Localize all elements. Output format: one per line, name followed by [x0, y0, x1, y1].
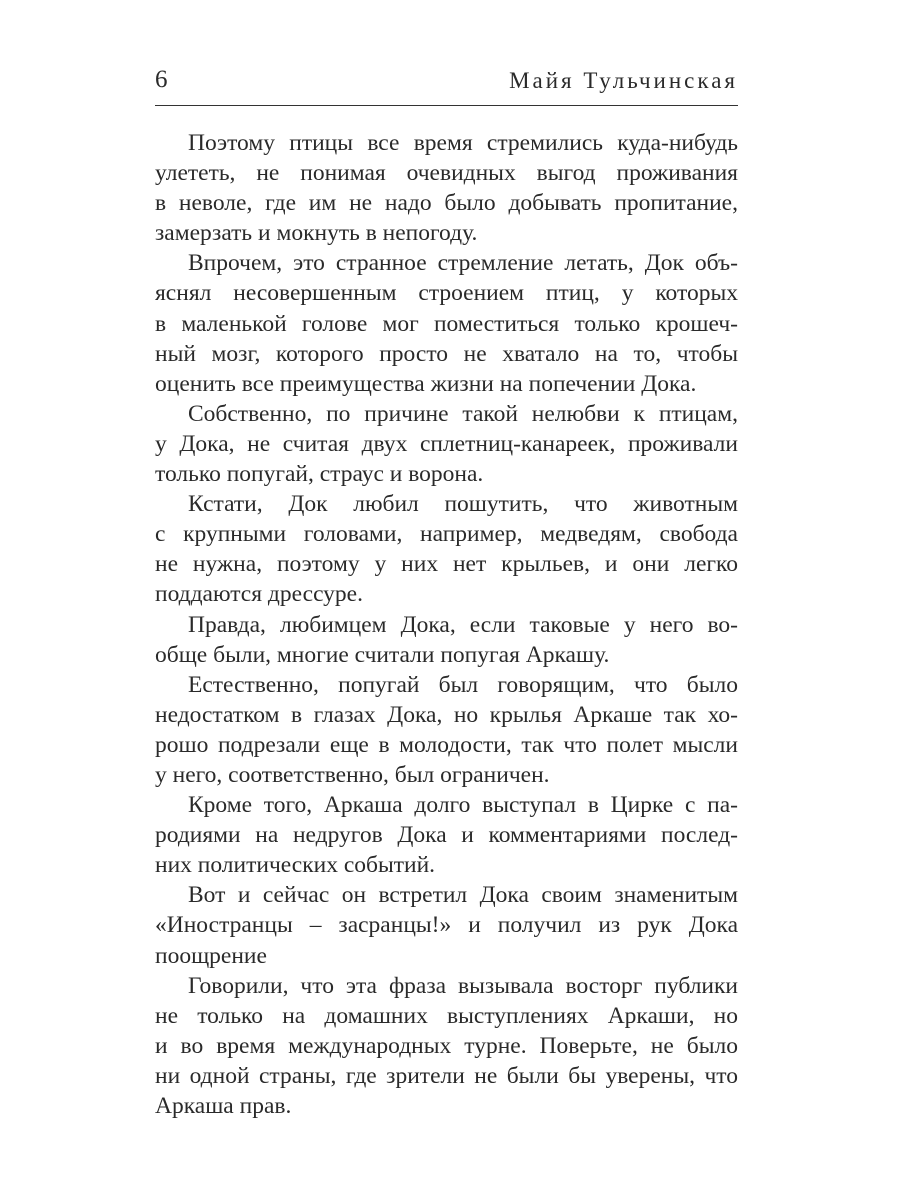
- paragraph: [155, 128, 738, 248]
- text-line: «Иностранцы – засранцы!» и получил из рук Дока: [155, 912, 738, 939]
- text-line: оценить все преимущества жизни на попечении Дока.: [155, 370, 697, 397]
- text-line: только попугай, страус и ворона.: [155, 461, 484, 488]
- text-line: яснял несовершенным строением птиц, у которых: [155, 280, 738, 307]
- text-line: у Дока, не считая двух сплетниц-канареек, проживали: [155, 430, 738, 457]
- text-line: рошо подрезали еще в молодости, так что полет мысли: [155, 731, 738, 758]
- text-line: Говорили, что эта фраза вызывала восторг публики: [188, 972, 738, 999]
- header-rule: [155, 105, 738, 106]
- text-line: Естественно, попугай был говорящим, что было: [188, 671, 738, 698]
- text-line: замерзать и мокнуть в непогоду.: [155, 220, 478, 247]
- running-title: Майя Тульчинская: [509, 68, 738, 93]
- text-line: Правда, любимцем Дока, если таковые у него во-: [188, 611, 738, 638]
- text-line: Вот и сейчас он встретил Дока своим знаменитым: [188, 882, 738, 909]
- text-line: Кроме того, Аркаша долго выступал в Цирке с па-: [188, 792, 738, 819]
- text-line: недостатком в глазах Дока, но крылья Аркаше так хо-: [155, 701, 738, 728]
- text-line: Аркаша прав.: [155, 1093, 292, 1119]
- paragraph: [155, 610, 738, 670]
- paragraph: [155, 880, 738, 970]
- paragraph: [155, 971, 738, 1121]
- text-line: Впрочем, это странное стремление летать, Док объ-: [188, 250, 738, 277]
- text-line: ни одной страны, где зрители не были бы уверены, что: [155, 1062, 738, 1089]
- text-line: с крупными головами, например, медведям, свобода: [155, 521, 738, 548]
- text-line: в маленькой голове мог поместиться только крошеч-: [155, 310, 738, 337]
- text-line: них политических событий.: [155, 852, 436, 879]
- text-line: не только на домашних выступлениях Аркаши, но: [155, 1002, 738, 1029]
- paragraph: [155, 790, 738, 880]
- text-line: и во время международных турне. Поверьте, не было: [155, 1032, 738, 1059]
- paragraph: [155, 248, 738, 398]
- text-line: Собственно, по причине такой нелюбви к птицам,: [188, 400, 738, 427]
- text-line: Кстати, Док любил пошутить, что животным: [188, 491, 738, 518]
- text-line: поддаются дрессуре.: [155, 581, 363, 608]
- paragraph: [155, 670, 738, 790]
- page-header: [155, 66, 738, 106]
- text-line: поощрение: [155, 942, 267, 969]
- text-line: в неволе, где им не надо было добывать пропитание,: [155, 190, 738, 217]
- text-line: обще были, многие считали попугая Аркашу.: [155, 641, 610, 668]
- text-line: Поэтому птицы все время стремились куда-нибудь: [188, 130, 738, 156]
- text-line: у него, соответственно, был ограничен.: [155, 761, 550, 788]
- text-line: ный мозг, которого просто не хватало на то, чтобы: [155, 340, 738, 367]
- text-line: улететь, не понимая очевидных выгод проживания: [155, 160, 738, 187]
- paragraph: [155, 489, 738, 609]
- text-line: не нужна, поэтому у них нет крыльев, и они легко: [155, 551, 738, 578]
- paragraph: [155, 399, 738, 489]
- page-body: [155, 128, 738, 1121]
- page-number: 6: [155, 66, 168, 93]
- text-line: родиями на недругов Дока и комментариями послед-: [155, 822, 738, 849]
